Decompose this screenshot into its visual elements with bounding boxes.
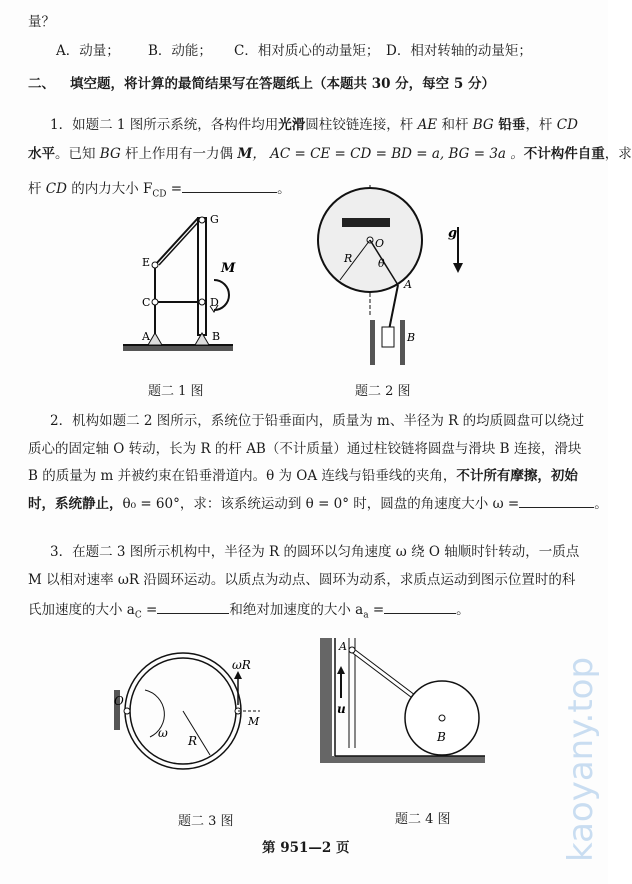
figure-1 bbox=[118, 210, 238, 360]
q2-line4: 时，系统静止，θ₀ = 60°，求：该系统运动到 θ = 0° 时，圆盘的角速度大小 ω = 。 bbox=[28, 496, 608, 512]
label-e: E bbox=[142, 256, 151, 269]
fig3-caption: 题二 3 图 bbox=[178, 814, 234, 829]
q1-line3: 杆 CD 的内力大小 $F_{CD}$ = 。 bbox=[28, 181, 291, 200]
option-c: C．相对质心的动量矩； bbox=[234, 43, 380, 59]
label-b: B bbox=[437, 730, 446, 744]
label-c: C bbox=[142, 296, 151, 309]
answer-blank-omega[interactable] bbox=[519, 495, 594, 508]
label-m: M bbox=[221, 261, 236, 276]
section-title: 填空题，将计算的最简结果写在答题纸上（本题共 30 分，每空 5 分） bbox=[70, 76, 495, 92]
watermark: kaoyany.top bbox=[561, 656, 601, 862]
q1-line2: 水平。已知 BG 杆上作用有一力偶 M， AC = CE = CD = BD = a, BG = 3a 。不计构件自重，求 bbox=[28, 146, 632, 162]
label-omega-r: ωR bbox=[232, 658, 251, 672]
fig4-caption: 题二 4 图 bbox=[395, 812, 451, 827]
q3-line2: M 以相对速率 ωR 沿圆环运动。以质点为动点、圆环为动系，求质点运动到图示位置时的科 bbox=[28, 572, 576, 588]
label-g: g bbox=[448, 226, 458, 241]
fig1-caption: 题二 1 图 bbox=[148, 384, 204, 399]
answer-blank-aa[interactable] bbox=[384, 601, 456, 614]
answer-blank-ac[interactable] bbox=[157, 601, 229, 614]
q2-line2: 质心的固定轴 O 转动，长为 R 的杆 AB（不计质量）通过柱铰链将圆盘与滑块 B 连接，滑块 bbox=[28, 441, 582, 457]
figure-3 bbox=[110, 645, 270, 785]
label-a: A bbox=[142, 330, 150, 343]
q3-line3: 氏加速度的大小 $a_C$ = 和绝对加速度的大小 $a_a$ = 。 bbox=[28, 602, 470, 621]
option-d: D．相对转轴的动量矩； bbox=[386, 43, 532, 59]
label-g: G bbox=[210, 213, 219, 226]
label-u: u bbox=[337, 702, 346, 716]
label-theta: θ bbox=[378, 257, 385, 270]
option-b: B．动能； bbox=[148, 43, 212, 59]
q2-line1: 2．机构如题二 2 图所示，系统位于铅垂面内，质量为 m、半径为 R 的均质圆盘可以绕过 bbox=[50, 413, 585, 429]
label-a: A bbox=[339, 640, 347, 653]
fig2-caption: 题二 2 图 bbox=[355, 384, 411, 399]
label-r: R bbox=[344, 252, 353, 265]
label-o: O bbox=[114, 694, 124, 708]
q1-line1: 1．如题二 1 图所示系统，各构件均用光滑圆柱铰链连接，杆 AE 和杆 BG 铅垂，杆 CD bbox=[50, 117, 578, 133]
q3-line1: 3．在题二 3 图所示机构中，半径为 R 的圆环以匀角速度 ω 绕 O 轴顺时针转动，一质点 bbox=[50, 544, 580, 560]
label-omega: ω bbox=[158, 726, 168, 740]
prev-question-tail: 量？ bbox=[28, 14, 55, 30]
label-r: R bbox=[188, 734, 198, 748]
option-a: A．动量； bbox=[56, 43, 120, 59]
label-b: B bbox=[407, 331, 416, 344]
figure-4 bbox=[315, 638, 490, 773]
label-m: M bbox=[248, 715, 260, 728]
label-o: O bbox=[375, 237, 385, 250]
label-a: A bbox=[404, 278, 412, 291]
page-footer: 第 951—2 页 bbox=[262, 840, 350, 856]
section-number: 二、 bbox=[28, 76, 55, 92]
figure-2 bbox=[320, 185, 490, 375]
label-d: D bbox=[210, 296, 219, 309]
answer-blank-fcd[interactable] bbox=[182, 180, 277, 193]
q2-line3: B 的质量为 m 并被约束在铅垂滑道内。θ 为 OA 连线与铅垂线的夹角，不计所有摩擦，初始 bbox=[28, 468, 578, 484]
label-b: B bbox=[212, 330, 221, 343]
